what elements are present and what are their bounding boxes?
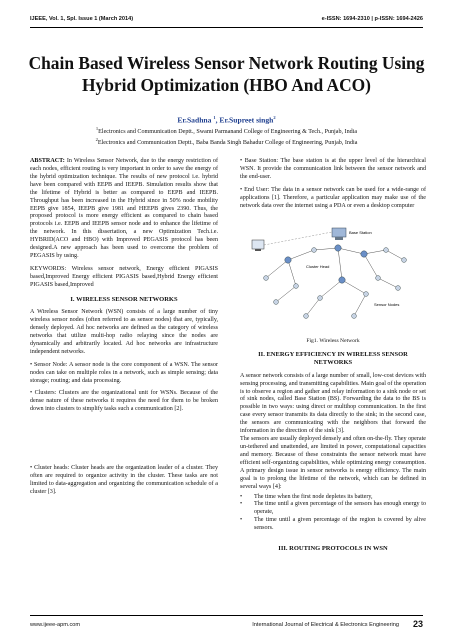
- abstract: [30, 158, 218, 261]
- list-item: [240, 501, 426, 517]
- journal-info: IJEEE, Vol. 1, Spl. Issue 1 (March 2014): [30, 16, 134, 22]
- left-column: [30, 158, 218, 502]
- bullet: •: [240, 501, 243, 508]
- issn-info: e-ISSN: 1694-2310 | p-ISSN: 1694-2426: [321, 16, 423, 22]
- section-2-heading: II. ENERGY EFFICIENCY IN WIRELESS SENSOR NETWORKS: [258, 350, 408, 367]
- base-station-icon: [332, 228, 346, 240]
- affiliation-1-text: Electronics and Communication Deptt., Swami Parmanand College of Engineering & Tech., Punjab, India: [98, 129, 358, 136]
- wireless-network-figure: [240, 216, 426, 338]
- paper-title: Chain Based Wireless Sensor Network Routing Using Hybrid Optimization (HBO And ACO): [28, 53, 425, 96]
- desktop-computer-icon: [252, 240, 264, 251]
- list-item-text: The time until a given percentage of the region is covered by alive sensors.: [254, 517, 426, 532]
- sensor-node-icons: [264, 247, 407, 318]
- page-footer: [30, 620, 423, 632]
- section-2-para-2: The sensors are usually deployed densely and often on-the-fly. They operate un-tethered and unattended, are limited in power, computational capacities and memory. Because of these constraints the sensor network must have efficient self-organizing capabilities, while optimizing energy consumption. A primary design issue in sensor networks is energy efficiency. The main goal is to prolong the lifetime of the network, which can be defined in several ways [4]:: [240, 436, 426, 490]
- author-1: Er.Sadhna: [177, 115, 212, 125]
- list-item-text: The time when the first node depletes its battery,: [254, 493, 373, 500]
- affiliation-1: [20, 126, 433, 137]
- label-base-station: Base Station: [349, 229, 372, 235]
- section-2-para-1: A sensor network consists of a large number of small, low-cost devices with sensing processing, and transmitting capabilities. Main goal of the operation is to observe a region and gather and relay information to a sink node or set of sink nodes, called Base Station (BS). Forwarding the data to the BS is possible in two ways: using direct or multihop communication. In the first case every sensor transmits its data directly to the sink; in the second case, the sensors are communicating with the neighbors that forward the information in the direction of the sink [3].: [240, 372, 426, 435]
- column-gap: [30, 419, 218, 465]
- header-rule: [30, 27, 423, 28]
- bullet: •: [240, 493, 243, 500]
- sensor-node-item: • Sensor Node: A sensor node is the core component of a WSN. The sensor nodes can take on multiple roles in a network, such as simple sensing; data storage; routing; and data processing.: [30, 361, 218, 384]
- bullet: •: [240, 517, 243, 524]
- page-number: 23: [412, 619, 423, 629]
- affiliation-2-num: 2: [95, 136, 98, 142]
- footer-rule: [30, 615, 423, 616]
- list-item-text: The time until a given percentage of the sensors has enough energy to operate,: [254, 501, 426, 516]
- right-column: [240, 158, 426, 559]
- label-sensor-nodes: Sensor Nodes: [374, 301, 400, 307]
- base-station-item: • Base Station: The base station is at the upper level of the hierarchical WSN. It provide the communication link between the sensor network and the end-user.: [240, 158, 426, 180]
- author-separator: ,: [215, 115, 220, 125]
- network-diagram: [246, 220, 422, 334]
- clusters-item: • Clusters: Clusters are the organizational unit for WSNs. Because of the dense nature of these networks it requires the need for them to be broken down into clusters to simplify tasks such a communication [2].: [30, 390, 218, 413]
- affiliation-1-num: 1: [95, 126, 99, 131]
- figure-caption: Fig1. Wireless Network: [306, 337, 360, 344]
- end-user-item: • End User: The data in a sensor network can be used for a wide-range of applications [1]. Therefore, a particular application may make use of the network data over the internet using a PDA or even a desktop computer: [240, 186, 426, 209]
- author-2: Er.Supreet singh: [219, 115, 274, 125]
- section-1-intro: A Wireless Sensor Network (WSN) consists of a large number of tiny wireless sensor nodes (often referred to as sensor nodes) that are, typically, densely deployed. Ad hoc networks are defined as the category of wireless networks that utilize multi-hop radio relaying since the nodes are dynamically and arbitrarily located. Ad hoc networks are infrastructure independent networks.: [30, 309, 218, 355]
- section-3-heading: III. ROUTING PROTOCOLS IN WSN: [278, 545, 388, 553]
- list-item: [240, 517, 426, 533]
- author-line: [20, 115, 433, 125]
- footer-journal: International Journal of Electrical & Electronics Engineering: [252, 622, 399, 628]
- affiliation-2-text: Electronics and Communication Deptt., Baba Banda Singh Bahadur College of Engineering, Punjab, India: [97, 139, 358, 146]
- keywords: KEYWORDS: Wireless sensor network, Energy efficient PIGASIS based,Improved Energy efficient PIGASIS based,Hybrid Energy efficient PIGASIS based,Improved: [30, 265, 218, 288]
- footer-website[interactable]: www.ijeee-apm.com: [30, 622, 81, 628]
- abstract-label: ABSTRACT:: [30, 158, 65, 164]
- section-1-heading: I. WIRELESS SENSOR NETWORKS: [70, 295, 178, 303]
- author-1-sup: 1: [213, 115, 216, 120]
- cluster-heads-item: • Cluster heads: Cluster heads are the organization leader of a cluster. They often are required to organize activity in the cluster. These tasks are not limited to data-aggregation and organizing the communication schedule of a cluster [3].: [30, 465, 218, 496]
- affiliation-2: [20, 137, 433, 148]
- affiliations: [20, 126, 433, 148]
- running-header: [30, 16, 423, 26]
- author-2-sup: 2: [273, 115, 276, 120]
- label-cluster-head: Cluster Head: [306, 263, 330, 269]
- abstract-text: In Wireless Sensor Network, due to the energy restriction of each nodes, efficient routing is very important in order to save the energy of the hybrid optimization technique. The results of new protocol i.e. hybrid have been compared with EEPB and IEEPB. Simulation results show that the lifetime of Hybrid is better as compared to EEPB and IEEPB. Throughput has been increased in the Hybrid since in 50% node mobility EEPB give 1854, IEEPB give 1981 and HEEPB gives 2390. Thus, the proposed protocol is more energy efficient as compared to chain based protocols i.e. EEPB and IEEPB sensor node and to enhance the lifetime of the network. In this dissertation, a new Optimization Tech.i.e. HYBRID(ACO and HBO) with Improved PEGASIS protocol has been designed.A new approach has been used to overcome the problem of PEGASIS by using.: [30, 158, 218, 260]
